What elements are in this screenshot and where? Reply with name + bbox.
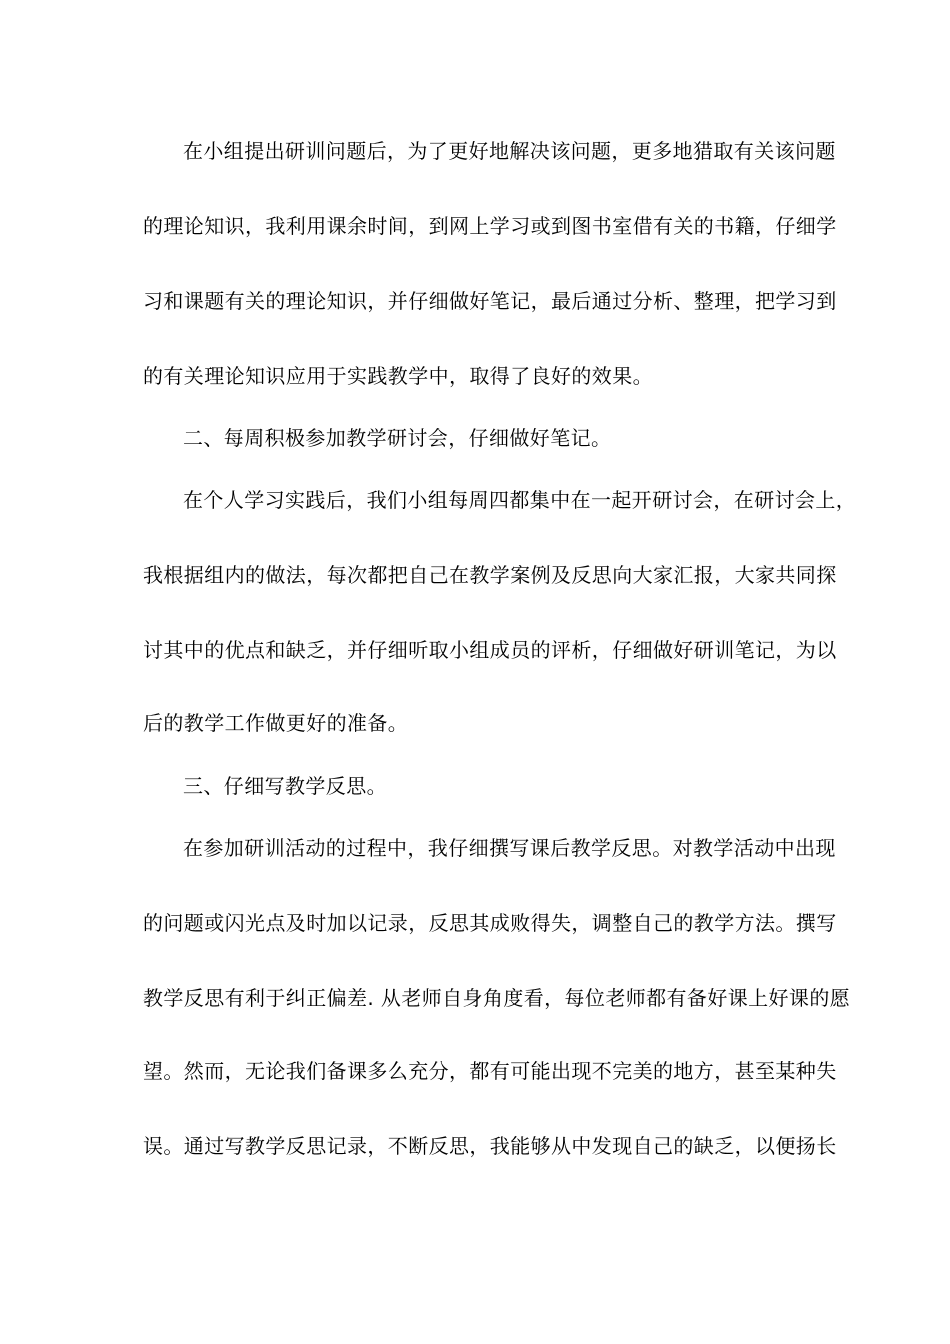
- section-heading-3: 三、仔细写教学反思。: [183, 774, 387, 798]
- paragraph-2-line-2: 我根据组内的做法，每次都把自己在教学案例及反思向大家汇报，大家共同探: [143, 563, 837, 587]
- paragraph-3-line-1: 在参加研训活动的过程中，我仔细撰写课后教学反思。对教学活动中出现: [183, 836, 836, 860]
- paragraph-2-line-3: 讨其中的优点和缺乏，并仔细听取小组成员的评析，仔细做好研训笔记，为以: [143, 638, 837, 662]
- paragraph-2-line-4: 后的教学工作做更好的准备。: [143, 711, 409, 735]
- paragraph-1-line-3: 习和课题有关的理论知识，并仔细做好笔记，最后通过分析、整理，把学习到: [143, 289, 837, 313]
- paragraph-3-line-4: 望。然而，无论我们备课多么充分，都有可能出现不完美的地方，甚至某种失: [143, 1059, 837, 1083]
- paragraph-1-line-2: 的理论知识，我利用课余时间，到网上学习或到图书室借有关的书籍，仔细学: [143, 214, 837, 238]
- paragraph-3-line-2: 的问题或闪光点及时加以记录，反思其成败得失，调整自己的教学方法。撰写: [143, 911, 837, 935]
- paragraph-3-line-5: 误。通过写教学反思记录，不断反思，我能够从中发现自己的缺乏，以便扬长: [143, 1134, 837, 1158]
- section-heading-2: 二、每周积极参加教学研讨会，仔细做好笔记。: [183, 426, 612, 450]
- paragraph-1-line-4: 的有关理论知识应用于实践教学中，取得了良好的效果。: [143, 364, 653, 388]
- paragraph-2-line-1: 在个人学习实践后，我们小组每周四都集中在一起开研讨会，在研讨会上，: [183, 488, 857, 512]
- paragraph-3-line-3: 教学反思有利于纠正偏差. 从老师自身角度看，每位老师都有备好课上好课的愿: [143, 986, 851, 1010]
- paragraph-1-line-1: 在小组提出研训问题后，为了更好地解决该问题，更多地猎取有关该问题: [183, 139, 836, 163]
